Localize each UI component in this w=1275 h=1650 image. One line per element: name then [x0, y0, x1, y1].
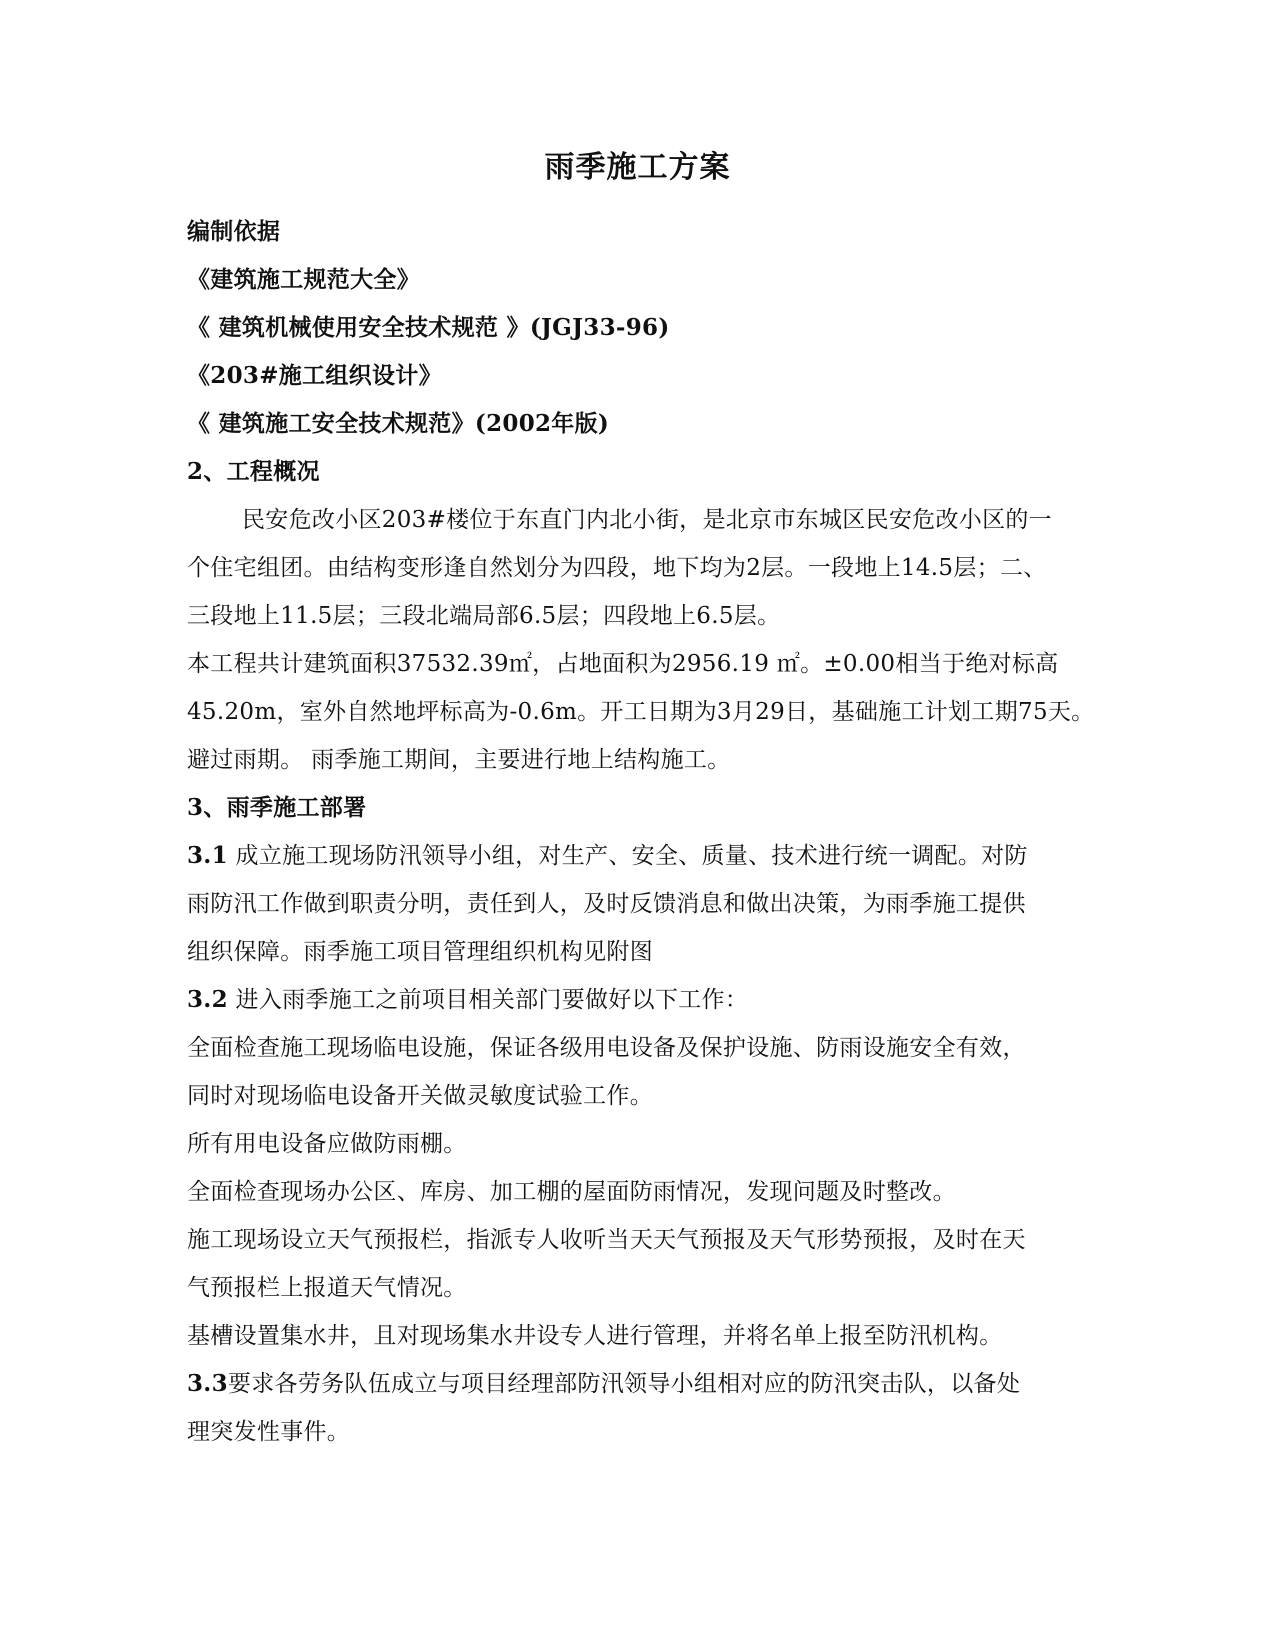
section-3-3-text: 要求各劳务队伍成立与项目经理部防汛领导小组相对应的防汛突击队，以备处 — [227, 1371, 1021, 1397]
overview-line: 本工程共计建筑面积37532.39㎡，占地面积为2956.19 ㎡。±0.00相当于绝对标高 — [187, 651, 1059, 677]
overview-line: 45.20m，室外自然地坪标高为-0.6m。开工日期为3月29日，基础施工计划工期75天。 — [187, 699, 1095, 725]
section-3-1-line: 组织保障。雨季施工项目管理组织机构见附图 — [187, 939, 653, 965]
document-title: 雨季施工方案 — [544, 150, 731, 185]
section-3-2-text: 进入雨季施工之前项目相关部门要做好以下工作： — [227, 987, 749, 1013]
section-3-2-item: 基槽设置集水井，且对现场集水井设专人进行管理，并将名单上报至防汛机构。 — [187, 1323, 1003, 1349]
basis-ref: 《建筑施工规范大全》 — [187, 266, 420, 293]
section-3-1-line — [187, 832, 1087, 880]
document-body — [187, 208, 1095, 1456]
section-3-1-line: 雨防汛工作做到职责分明，责任到人，及时反馈消息和做出决策，为雨季施工提供 — [187, 891, 1026, 917]
basis-ref: 《203#施工组织设计》 — [187, 362, 442, 389]
section-3-1-text: 成立施工现场防汛领导小组，对生产、安全、质量、技术进行统一调配。对防 — [227, 843, 1028, 869]
section-3-3-line — [187, 1360, 1087, 1408]
overview-line: 民安危改小区203#楼位于东直门内北小街，是北京市东城区民安危改小区的一 — [242, 507, 1052, 533]
section-3-2-item: 气预报栏上报道天气情况。 — [187, 1275, 467, 1301]
deployment-heading: 3、雨季施工部署 — [187, 794, 367, 821]
section-3-2-item: 所有用电设备应做防雨棚。 — [187, 1131, 467, 1157]
section-3-3-line: 理突发性事件。 — [187, 1419, 351, 1445]
section-3-2-item: 全面检查现场办公区、库房、加工棚的屋面防雨情况，发现问题及时整改。 — [187, 1179, 956, 1205]
basis-ref: 《 建筑机械使用安全技术规范 》(JGJ33-96) — [187, 314, 670, 341]
section-3-1-number: 3.1 — [187, 842, 228, 869]
section-3-2-line — [187, 976, 1087, 1024]
overview-line: 三段地上11.5层；三段北端局部6.5层；四段地上6.5层。 — [187, 603, 781, 629]
overview-heading: 2、工程概况 — [187, 458, 320, 485]
section-3-2-item: 施工现场设立天气预报栏，指派专人收听当天天气预报及天气形势预报，及时在天 — [187, 1227, 1026, 1253]
overview-line: 避过雨期。 雨季施工期间，主要进行地上结构施工。 — [187, 747, 731, 773]
basis-heading: 编制依据 — [187, 218, 281, 245]
section-3-2-item: 全面检查施工现场临电设施，保证各级用电设备及保护设施、防雨设施安全有效， — [187, 1035, 1026, 1061]
basis-ref: 《 建筑施工安全技术规范》(2002年版) — [187, 410, 610, 437]
section-3-3-number: 3.3 — [187, 1370, 228, 1397]
section-3-2-item: 同时对现场临电设备开关做灵敏度试验工作。 — [187, 1083, 653, 1109]
section-3-2-number: 3.2 — [187, 986, 228, 1013]
overview-line: 个住宅组团。由结构变形逢自然划分为四段，地下均为2层。一段地上14.5层；二、 — [187, 555, 1047, 581]
